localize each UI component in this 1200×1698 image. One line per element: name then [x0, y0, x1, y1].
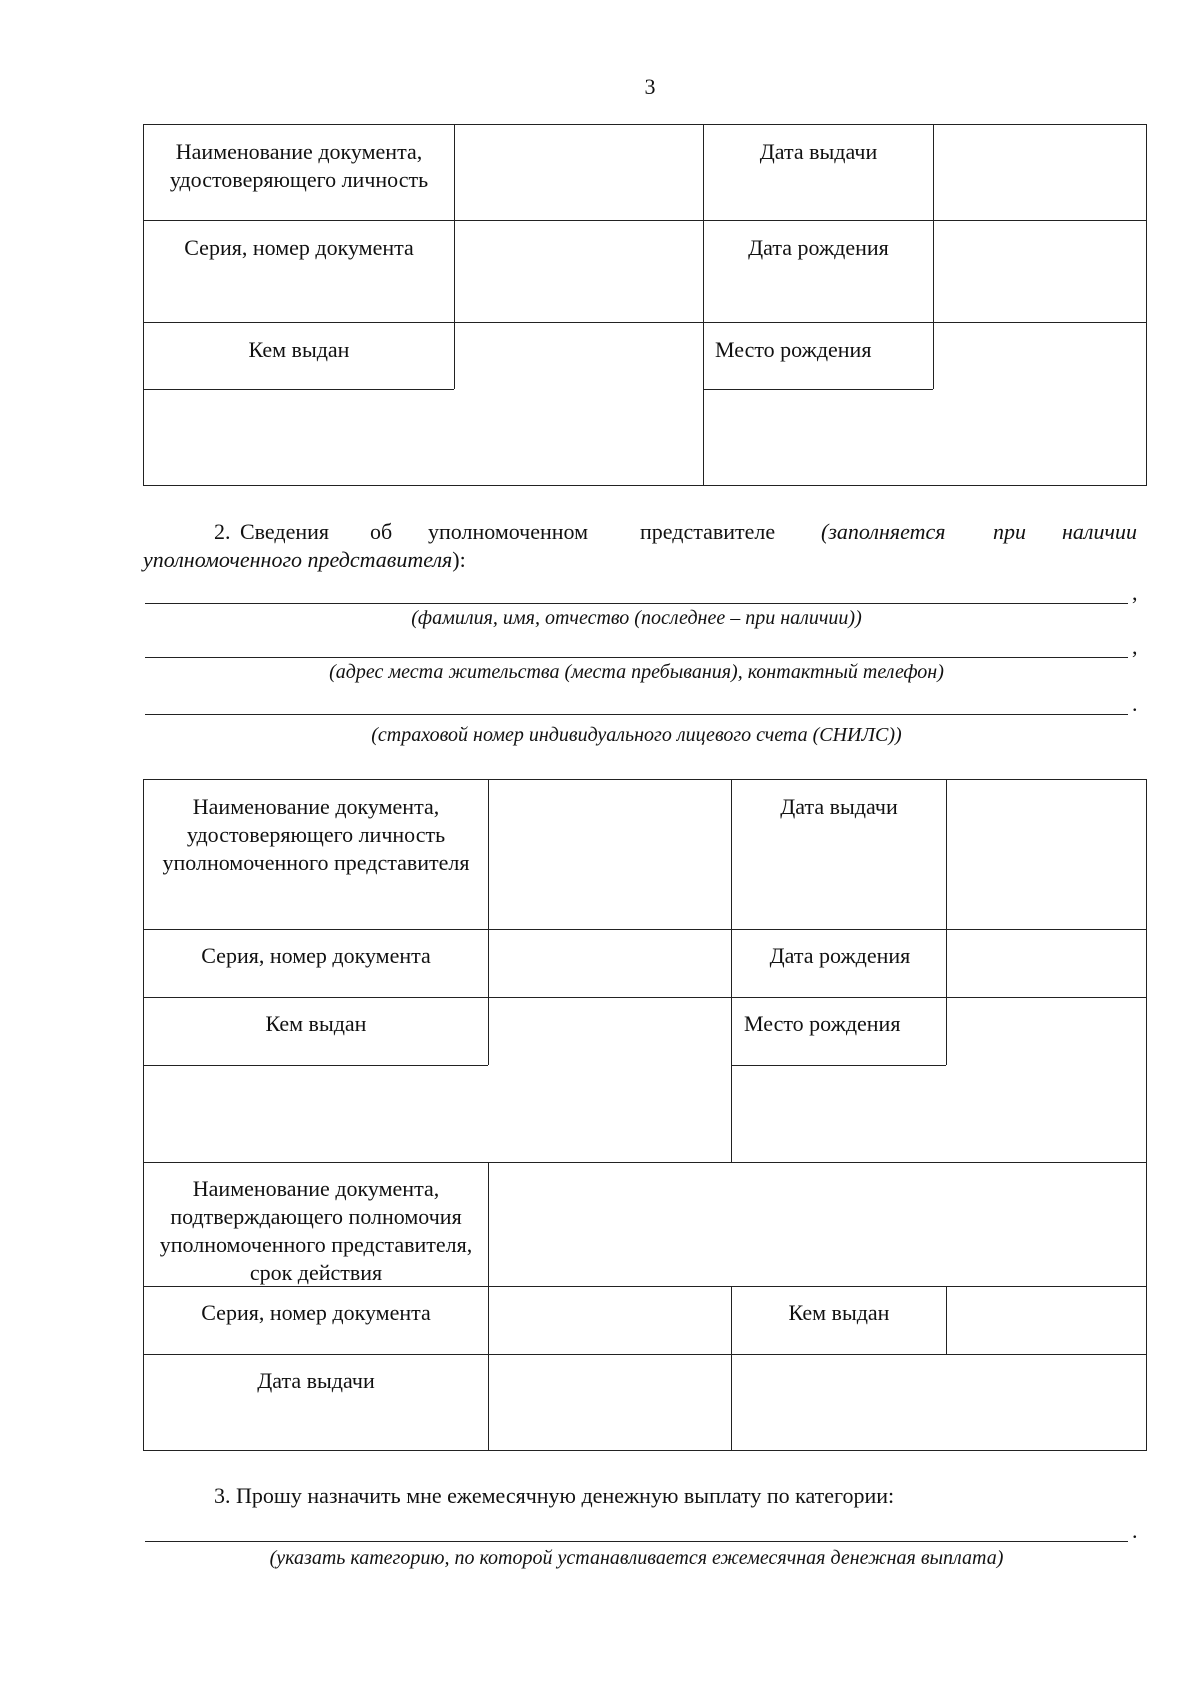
- period: .: [1132, 691, 1138, 716]
- section-2-number: 2.: [214, 519, 231, 544]
- authority-issued-by-label: Кем выдан: [788, 1300, 890, 1325]
- rep-doc-name-label: Наименование документа, удостоверяющего личность уполномоченного представителя: [162, 794, 470, 875]
- rep-series-number-label: Серия, номер документа: [201, 943, 431, 968]
- issue-date-label: Дата выдачи: [759, 139, 878, 164]
- representative-name-caption: (фамилия, имя, отчество (последнее – при наличии)): [411, 607, 862, 629]
- heading-tail: ):: [452, 547, 466, 572]
- note-word: при: [993, 519, 1026, 544]
- birth-date-label: Дата рождения: [748, 235, 889, 260]
- doc-name-label: Наименование документа, удостоверяющего личность: [169, 139, 429, 192]
- rep-birth-date-label: Дата рождения: [769, 943, 911, 968]
- rep-issue-date-label: Дата выдачи: [780, 794, 898, 819]
- page-number: 3: [644, 74, 656, 99]
- category-line[interactable]: [145, 1541, 1128, 1542]
- birth-place-label: Место рождения: [715, 337, 872, 362]
- heading-word: об: [370, 519, 393, 544]
- representative-snils-caption: (страховой номер индивидуального лицевого счета (СНИЛС)): [371, 724, 902, 746]
- comma: ,: [1132, 580, 1138, 605]
- heading-word: Сведения: [240, 519, 330, 544]
- representative-address-line[interactable]: [145, 657, 1128, 658]
- representative-snils-line[interactable]: [145, 714, 1128, 715]
- authority-series-label: Серия, номер документа: [201, 1300, 431, 1325]
- heading-word: представителе: [640, 519, 776, 544]
- authority-issue-date-label: Дата выдачи: [257, 1368, 375, 1393]
- series-number-label: Серия, номер документа: [184, 235, 414, 260]
- heading-word: уполномоченном: [428, 519, 589, 544]
- note-continuation: уполномоченного представителя: [143, 547, 453, 572]
- comma: ,: [1132, 634, 1138, 659]
- note-word: наличии: [1062, 519, 1138, 544]
- issued-by-label: Кем выдан: [248, 337, 350, 362]
- period: .: [1132, 1518, 1138, 1543]
- representative-address-caption: (адрес места жительства (места пребывания), контактный телефон): [329, 661, 944, 683]
- note-word: (заполняется: [821, 519, 946, 544]
- rep-birth-place-label: Место рождения: [744, 1011, 901, 1036]
- representative-name-line[interactable]: [145, 603, 1128, 604]
- rep-issued-by-label: Кем выдан: [265, 1011, 367, 1036]
- authority-doc-label: Наименование документа, подтверждающего полномочия уполномоченного представителя, срок действия: [159, 1176, 473, 1285]
- category-caption: (указать категорию, по которой устанавливается ежемесячная денежная выплата): [269, 1547, 1004, 1569]
- section-3-text: 3. Прошу назначить мне ежемесячную денежную выплату по категории:: [214, 1483, 895, 1508]
